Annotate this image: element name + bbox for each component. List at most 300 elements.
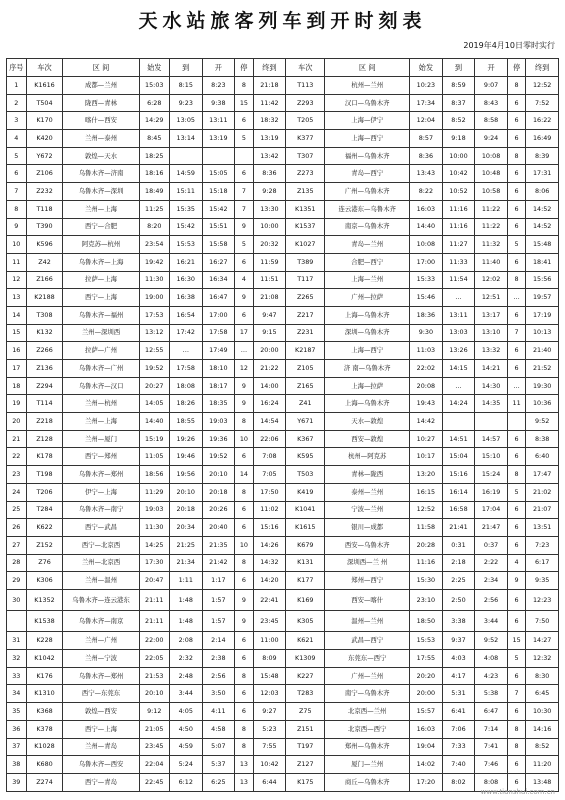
- cell-train: K1309: [286, 650, 325, 668]
- table-row: [7, 253, 559, 271]
- cell-terminal-time: 13:30: [253, 200, 286, 218]
- cell-stop: 8: [235, 483, 253, 501]
- cell-train: K170: [26, 112, 63, 130]
- cell-arrive: …: [442, 377, 475, 395]
- cell-route: 陇西—青林: [63, 94, 139, 112]
- cell-train: Z218: [26, 413, 63, 431]
- cell-stop: 8: [235, 413, 253, 431]
- cell-stop: 6: [235, 112, 253, 130]
- cell-seq: 27: [7, 536, 27, 554]
- cell-origin-time: 18:56: [139, 466, 169, 484]
- cell-train: K595: [286, 448, 325, 466]
- cell-train: K1615: [286, 519, 325, 537]
- cell-stop: 10: [235, 430, 253, 448]
- cell-terminal-time: 10:36: [526, 395, 559, 413]
- cell-route: 广州—兰州: [325, 667, 410, 685]
- cell-terminal-time: 16:49: [526, 130, 559, 148]
- table-row: [7, 519, 559, 537]
- cell-terminal-time: 11:20: [526, 756, 559, 774]
- cell-seq: 34: [7, 685, 27, 703]
- cell-depart: 14:57: [475, 430, 508, 448]
- cell-terminal-time: 14:32: [253, 554, 286, 572]
- cell-origin-time: 18:16: [139, 165, 169, 183]
- cell-route: 汉口—乌鲁木齐: [325, 94, 410, 112]
- cell-depart: 14:35: [475, 395, 508, 413]
- table-row: [7, 377, 559, 395]
- table-row: [7, 306, 559, 324]
- cell-terminal-time: 11:51: [253, 271, 286, 289]
- cell-arrive: 21:25: [169, 536, 202, 554]
- cell-origin-time: 18:25: [139, 147, 169, 165]
- cell-depart: 16:34: [202, 271, 235, 289]
- cell-route: 青林—陇西: [325, 466, 410, 484]
- cell-terminal-time: 8:52: [526, 738, 559, 756]
- cell-arrive: 17:58: [169, 360, 202, 378]
- cell-arrive: 21:41: [442, 519, 475, 537]
- cell-route: 上海—乌鲁木齐: [325, 306, 410, 324]
- cell-stop: 9: [235, 395, 253, 413]
- cell-depart: [202, 147, 235, 165]
- cell-train: T118: [26, 200, 63, 218]
- cell-terminal-time: 15:16: [253, 519, 286, 537]
- cell-train: T504: [26, 94, 63, 112]
- cell-depart: 13:10: [475, 324, 508, 342]
- cell-depart: 1:17: [202, 572, 235, 590]
- cell-terminal-time: 15:56: [526, 271, 559, 289]
- cell-stop: 8: [235, 720, 253, 738]
- cell-terminal-time: 8:30: [526, 667, 559, 685]
- cell-seq: 8: [7, 200, 27, 218]
- cell-terminal-time: 21:07: [526, 501, 559, 519]
- cell-stop: 7: [507, 324, 525, 342]
- cell-terminal-time: 15:48: [526, 236, 559, 254]
- cell-stop: 6: [235, 165, 253, 183]
- cell-arrive: 7:06: [442, 720, 475, 738]
- cell-depart: 2:14: [202, 632, 235, 650]
- cell-depart: 16:47: [202, 289, 235, 307]
- cell-seq: 25: [7, 501, 27, 519]
- cell-terminal-time: 9:15: [253, 324, 286, 342]
- cell-depart: 2:56: [475, 589, 508, 610]
- cell-terminal-time: 23:45: [253, 611, 286, 632]
- cell-depart: 9:07: [475, 77, 508, 95]
- cell-arrive: 7:40: [442, 756, 475, 774]
- cell-route: 北京西—西宁: [325, 720, 410, 738]
- cell-seq: 9: [7, 218, 27, 236]
- cell-route: 广州—乌鲁木齐: [325, 183, 410, 201]
- column-header-train: 车次: [286, 59, 325, 77]
- cell-terminal-time: 11:02: [253, 501, 286, 519]
- cell-origin-time: 11:16: [410, 554, 443, 572]
- cell-seq: 36: [7, 720, 27, 738]
- column-header-stop: 停: [235, 59, 253, 77]
- cell-stop: 4: [507, 554, 525, 572]
- cell-arrive: 1:48: [169, 589, 202, 610]
- cell-origin-time: 23:54: [139, 236, 169, 254]
- cell-arrive: 18:55: [169, 413, 202, 431]
- cell-arrive: 9:37: [442, 632, 475, 650]
- cell-seq: 29: [7, 572, 27, 590]
- cell-origin-time: 12:55: [139, 342, 169, 360]
- cell-route: 乌鲁木齐—济南: [63, 165, 139, 183]
- cell-train: T113: [286, 77, 325, 95]
- cell-origin-time: 22:00: [139, 632, 169, 650]
- cell-arrive: 11:16: [442, 218, 475, 236]
- cell-route: 兰州—上海: [63, 413, 139, 431]
- cell-seq: 19: [7, 395, 27, 413]
- cell-origin-time: 17:55: [410, 650, 443, 668]
- cell-train: Z294: [26, 377, 63, 395]
- cell-train: T390: [26, 218, 63, 236]
- cell-depart: 13:32: [475, 342, 508, 360]
- cell-stop: 6: [507, 253, 525, 271]
- cell-stop: 7: [507, 685, 525, 703]
- cell-train: Z106: [26, 165, 63, 183]
- cell-stop: 10: [235, 536, 253, 554]
- table-row: [7, 430, 559, 448]
- cell-origin-time: 21:11: [139, 589, 169, 610]
- cell-route: 兰州—北京西: [63, 554, 139, 572]
- cell-arrive: 13:26: [442, 342, 475, 360]
- cell-train: K368: [26, 703, 63, 721]
- cell-arrive: 1:11: [169, 572, 202, 590]
- cell-train: Y671: [286, 413, 325, 431]
- cell-arrive: 14:24: [442, 395, 475, 413]
- cell-train: T198: [26, 466, 63, 484]
- cell-terminal-time: 11:42: [253, 94, 286, 112]
- cell-origin-time: 20:10: [139, 685, 169, 703]
- cell-arrive: 19:56: [169, 466, 202, 484]
- cell-route: 厦门—兰州: [325, 756, 410, 774]
- cell-train: K621: [286, 632, 325, 650]
- cell-stop: 9: [235, 218, 253, 236]
- cell-arrive: 8:59: [442, 77, 475, 95]
- table-row: [7, 271, 559, 289]
- cell-route: 拉萨—上海: [63, 271, 139, 289]
- cell-seq: 35: [7, 703, 27, 721]
- cell-route: 乌鲁木齐—南京: [63, 611, 139, 632]
- cell-depart: 15:10: [475, 448, 508, 466]
- cell-origin-time: 8:57: [410, 130, 443, 148]
- cell-arrive: 16:30: [169, 271, 202, 289]
- table-row: [7, 738, 559, 756]
- cell-stop: 6: [507, 519, 525, 537]
- cell-terminal-time: 17:19: [526, 306, 559, 324]
- cell-origin-time: 11:58: [410, 519, 443, 537]
- cell-stop: 6: [235, 519, 253, 537]
- cell-terminal-time: 10:13: [526, 324, 559, 342]
- table-row: [7, 667, 559, 685]
- cell-terminal-time: 16:24: [253, 395, 286, 413]
- cell-stop: 8: [507, 77, 525, 95]
- cell-origin-time: 17:53: [139, 306, 169, 324]
- cell-seq: 39: [7, 773, 27, 791]
- cell-origin-time: 20:00: [410, 685, 443, 703]
- cell-depart: 14:21: [475, 360, 508, 378]
- table-row: [7, 218, 559, 236]
- cell-origin-time: 19:00: [139, 289, 169, 307]
- cell-origin-time: 19:04: [410, 738, 443, 756]
- cell-stop: 8: [235, 554, 253, 572]
- cell-train: K377: [286, 130, 325, 148]
- cell-depart: 15:42: [202, 200, 235, 218]
- cell-origin-time: 10:08: [410, 236, 443, 254]
- cell-depart: 9:38: [202, 94, 235, 112]
- cell-stop: 9: [235, 611, 253, 632]
- column-header-arrive: 到: [169, 59, 202, 77]
- cell-stop: 15: [507, 632, 525, 650]
- table-row: [7, 77, 559, 95]
- cell-train: Z151: [286, 720, 325, 738]
- cell-train: Z128: [26, 430, 63, 448]
- cell-origin-time: 13:43: [410, 165, 443, 183]
- cell-origin-time: 9:30: [410, 324, 443, 342]
- cell-route: 郑州—西宁: [325, 572, 410, 590]
- cell-terminal-time: 22:06: [253, 430, 286, 448]
- cell-route: 深圳西—兰 州: [325, 554, 410, 572]
- cell-train: K177: [286, 572, 325, 590]
- cell-stop: 6: [507, 360, 525, 378]
- cell-train: Z274: [26, 773, 63, 791]
- cell-route: 宁波—兰州: [325, 501, 410, 519]
- cell-depart: 1:57: [202, 589, 235, 610]
- cell-arrive: 9:18: [442, 130, 475, 148]
- cell-origin-time: 15:53: [410, 632, 443, 650]
- cell-arrive: 11:27: [442, 236, 475, 254]
- cell-depart: 2:38: [202, 650, 235, 668]
- cell-seq: 31: [7, 632, 27, 650]
- cell-seq: 15: [7, 324, 27, 342]
- header-row: [7, 59, 559, 77]
- cell-stop: 8: [235, 667, 253, 685]
- cell-terminal-time: 14:20: [253, 572, 286, 590]
- cell-origin-time: 16:03: [410, 720, 443, 738]
- cell-depart: 20:26: [202, 501, 235, 519]
- cell-route: 西安—喀什: [325, 589, 410, 610]
- cell-route: 乌鲁木齐—汉口: [63, 377, 139, 395]
- cell-terminal-time: 8:38: [526, 430, 559, 448]
- cell-train: T114: [26, 395, 63, 413]
- cell-terminal-time: 21:52: [526, 360, 559, 378]
- cell-train: K1041: [286, 501, 325, 519]
- cell-route: 上海—拉萨: [325, 377, 410, 395]
- cell-depart: 7:14: [475, 720, 508, 738]
- cell-stop: …: [507, 289, 525, 307]
- cell-depart: 17:49: [202, 342, 235, 360]
- column-header-origin-time: 始发: [410, 59, 443, 77]
- cell-stop: 8: [507, 466, 525, 484]
- cell-arrive: 3:44: [169, 685, 202, 703]
- cell-stop: 6: [507, 667, 525, 685]
- cell-depart: 13:19: [202, 130, 235, 148]
- cell-arrive: 18:26: [169, 395, 202, 413]
- site-watermark: www.tianshui.com.cn: [480, 788, 555, 796]
- cell-origin-time: 17:34: [410, 94, 443, 112]
- cell-arrive: 16:58: [442, 501, 475, 519]
- cell-stop: …: [507, 377, 525, 395]
- cell-origin-time: 9:12: [139, 703, 169, 721]
- cell-origin-time: 11:30: [139, 519, 169, 537]
- cell-origin-time: 19:43: [410, 395, 443, 413]
- cell-arrive: 0:31: [442, 536, 475, 554]
- cell-origin-time: 14:05: [139, 395, 169, 413]
- table-row: [7, 536, 559, 554]
- cell-terminal-time: 13:42: [253, 147, 286, 165]
- cell-route: 乌鲁木齐—郑州: [63, 667, 139, 685]
- cell-terminal-time: 21:08: [253, 289, 286, 307]
- cell-origin-time: 11:30: [139, 271, 169, 289]
- cell-stop: 6: [507, 200, 525, 218]
- cell-route: 敦煌—天水: [63, 147, 139, 165]
- cell-stop: 5: [235, 130, 253, 148]
- cell-arrive: 11:54: [442, 271, 475, 289]
- cell-route: 青岛—兰州: [325, 236, 410, 254]
- table-row: [7, 703, 559, 721]
- cell-origin-time: 11:05: [139, 448, 169, 466]
- cell-stop: 5: [507, 483, 525, 501]
- cell-origin-time: 13:20: [410, 466, 443, 484]
- cell-arrive: 15:53: [169, 236, 202, 254]
- cell-seq: 13: [7, 289, 27, 307]
- cell-stop: 6: [507, 756, 525, 774]
- table-row: [7, 112, 559, 130]
- cell-seq: 5: [7, 147, 27, 165]
- cell-arrive: 4:59: [169, 738, 202, 756]
- cell-route: 喀什—西安: [63, 112, 139, 130]
- cell-depart: 14:30: [475, 377, 508, 395]
- cell-arrive: 8:37: [442, 94, 475, 112]
- cell-route: 北京西—兰州: [325, 703, 410, 721]
- cell-route: 伊宁—上海: [63, 483, 139, 501]
- cell-stop: …: [235, 342, 253, 360]
- cell-train: T205: [286, 112, 325, 130]
- cell-origin-time: 6:28: [139, 94, 169, 112]
- cell-terminal-time: 18:41: [526, 253, 559, 271]
- cell-origin-time: 22:04: [139, 756, 169, 774]
- cell-stop: 6: [507, 94, 525, 112]
- cell-train: K596: [26, 236, 63, 254]
- cell-seq: 24: [7, 483, 27, 501]
- cell-origin-time: 14:42: [410, 413, 443, 431]
- cell-route: 乌鲁木齐—西安: [63, 756, 139, 774]
- cell-origin-time: 11:25: [139, 200, 169, 218]
- cell-arrive: 2:32: [169, 650, 202, 668]
- cell-stop: 6: [507, 306, 525, 324]
- cell-arrive: 20:18: [169, 501, 202, 519]
- cell-stop: 8: [507, 738, 525, 756]
- cell-terminal-time: 20:00: [253, 342, 286, 360]
- cell-depart: 15:18: [202, 183, 235, 201]
- timetable: [6, 58, 559, 792]
- cell-seq: 3: [7, 112, 27, 130]
- cell-seq: 20: [7, 413, 27, 431]
- cell-arrive: 7:33: [442, 738, 475, 756]
- table-row: [7, 483, 559, 501]
- cell-seq: 4: [7, 130, 27, 148]
- cell-route: 杭州—阿克苏: [325, 448, 410, 466]
- cell-arrive: 9:23: [169, 94, 202, 112]
- table-row: [7, 773, 559, 791]
- cell-train: Z42: [26, 253, 63, 271]
- cell-stop: 6: [507, 342, 525, 360]
- cell-origin-time: 14:02: [410, 756, 443, 774]
- table-row: [7, 236, 559, 254]
- cell-train: Z41: [286, 395, 325, 413]
- table-row: [7, 501, 559, 519]
- cell-stop: 6: [507, 536, 525, 554]
- cell-route: 连云港东—乌鲁木齐: [325, 200, 410, 218]
- cell-seq: 22: [7, 448, 27, 466]
- cell-origin-time: 14:40: [139, 413, 169, 431]
- cell-terminal-time: 21:22: [253, 360, 286, 378]
- cell-route: 兰州—深圳西: [63, 324, 139, 342]
- cell-arrive: 1:48: [169, 611, 202, 632]
- cell-stop: 5: [235, 236, 253, 254]
- cell-arrive: 14:51: [442, 430, 475, 448]
- cell-arrive: 19:26: [169, 430, 202, 448]
- cell-origin-time: 12:04: [410, 112, 443, 130]
- cell-stop: 8: [235, 77, 253, 95]
- cell-depart: 13:11: [202, 112, 235, 130]
- cell-terminal-time: 11:00: [253, 632, 286, 650]
- cell-stop: 6: [235, 572, 253, 590]
- cell-train: K378: [26, 720, 63, 738]
- cell-origin-time: 21:11: [139, 611, 169, 632]
- cell-depart: 10:48: [475, 165, 508, 183]
- cell-terminal-time: 21:40: [526, 342, 559, 360]
- cell-seq: 16: [7, 342, 27, 360]
- cell-stop: 12: [235, 360, 253, 378]
- cell-origin-time: 8:22: [410, 183, 443, 201]
- cell-origin-time: 10:17: [410, 448, 443, 466]
- cell-depart: 5:37: [202, 756, 235, 774]
- cell-seq: 10: [7, 236, 27, 254]
- table-row: [7, 147, 559, 165]
- cell-origin-time: 22:05: [139, 650, 169, 668]
- cell-arrive: 2:48: [169, 667, 202, 685]
- cell-depart: 5:07: [202, 738, 235, 756]
- cell-terminal-time: 18:32: [253, 112, 286, 130]
- cell-depart: 8:08: [475, 773, 508, 791]
- cell-terminal-time: 14:16: [526, 720, 559, 738]
- cell-depart: 17:00: [202, 306, 235, 324]
- cell-origin-time: 14:29: [139, 112, 169, 130]
- cell-stop: 7: [235, 183, 253, 201]
- cell-train: K175: [286, 773, 325, 791]
- cell-origin-time: 12:52: [410, 501, 443, 519]
- cell-terminal-time: 6:17: [526, 554, 559, 572]
- cell-depart: 1:57: [202, 611, 235, 632]
- cell-depart: 9:52: [475, 632, 508, 650]
- cell-train: K1538: [26, 611, 63, 632]
- cell-terminal-time: 17:47: [526, 466, 559, 484]
- cell-depart: 6:25: [202, 773, 235, 791]
- cell-terminal-time: 13:51: [526, 519, 559, 537]
- cell-stop: 6: [507, 218, 525, 236]
- cell-depart: 12:02: [475, 271, 508, 289]
- table-row: [7, 554, 559, 572]
- cell-depart: 3:44: [475, 611, 508, 632]
- cell-terminal-time: 6:40: [526, 448, 559, 466]
- cell-origin-time: 22:45: [139, 773, 169, 791]
- cell-route: 乌鲁木齐—福州: [63, 306, 139, 324]
- cell-stop: 17: [235, 324, 253, 342]
- cell-stop: 6: [507, 501, 525, 519]
- cell-terminal-time: 22:41: [253, 589, 286, 610]
- cell-terminal-time: 12:23: [526, 589, 559, 610]
- cell-route: 西宁—合肥: [63, 218, 139, 236]
- cell-route: 乌鲁木齐—广州: [63, 360, 139, 378]
